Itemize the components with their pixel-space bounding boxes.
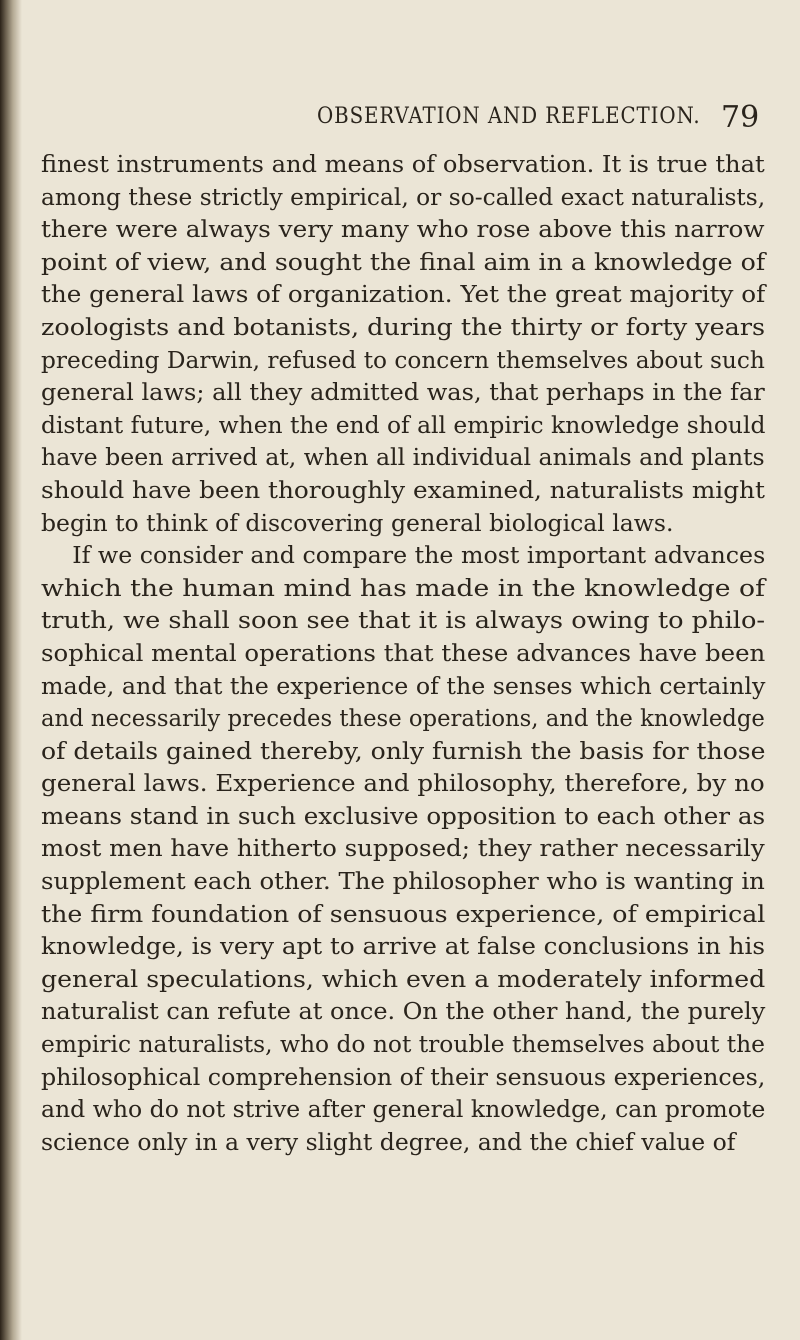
- text-line: preceding Darwin, refused to concern themselves about such: [41, 345, 765, 374]
- body-text: [41, 148, 800, 1158]
- text-line: naturalist can refute at once. On the other hand, the purely: [41, 997, 766, 1026]
- text-line: empiric naturalists, who do not trouble themselves about the: [41, 1030, 765, 1059]
- book-binding-shadow: [0, 0, 22, 1340]
- text-line: knowledge, is very apt to arrive at false conclusions in his: [41, 932, 765, 961]
- text-line: philosophical comprehension of their sensuous experiences,: [41, 1062, 766, 1091]
- text-line: the firm foundation of sensuous experience, of empirical: [41, 899, 766, 928]
- text-line: among these strictly empirical, or so-called exact naturalists,: [41, 182, 766, 211]
- text-line: means stand in such exclusive opposition to each other as: [41, 801, 766, 830]
- text-line: most men have hitherto supposed; they rather necessarily: [41, 834, 765, 863]
- text-line: and necessarily precedes these operations, and the knowledge: [41, 704, 765, 733]
- text-line: and who do not strive after general knowledge, can promote: [41, 1095, 766, 1124]
- text-line: of details gained thereby, only furnish the basis for those: [41, 736, 766, 765]
- text-line: supplement each other. The philosopher who is wanting in: [41, 867, 765, 896]
- page-header: [0, 100, 800, 144]
- text-line: begin to think of discovering general biological laws.: [41, 508, 674, 537]
- text-line: distant future, when the end of all empiric knowledge should: [41, 410, 766, 439]
- running-head: OBSERVATION AND REFLECTION.: [317, 104, 701, 129]
- page-number: 79: [721, 100, 760, 135]
- text-line: general laws. Experience and philosophy, therefore, by no: [41, 769, 765, 798]
- text-line: zoologists and botanists, during the thirty or forty years: [41, 312, 766, 341]
- text-line: sophical mental operations that these advances have been: [41, 638, 766, 667]
- text-line: should have been thoroughly examined, naturalists might: [41, 475, 765, 504]
- text-line: general laws; all they admitted was, that perhaps in the far: [41, 378, 765, 407]
- text-line: point of view, and sought the final aim in a knowledge of: [41, 247, 766, 276]
- text-line: made, and that the experience of the senses which certainly: [41, 671, 766, 700]
- text-line: have been arrived at, when all individual animals and plants: [41, 443, 765, 472]
- text-line: general speculations, which even a moderately informed: [41, 964, 766, 993]
- text-line: truth, we shall soon see that it is always owing to philo-: [41, 606, 766, 635]
- text-line: finest instruments and means of observation. It is true that: [41, 150, 765, 178]
- text-line: there were always very many who rose above this narrow: [41, 215, 765, 244]
- text-line: the general laws of organization. Yet the great majority of: [41, 280, 766, 309]
- paragraph-first-line: If we consider and compare the most important advances: [72, 541, 766, 570]
- text-line: which the human mind has made in the knowledge of: [41, 573, 765, 602]
- text-line: science only in a very slight degree, and the chief value of: [41, 1127, 736, 1156]
